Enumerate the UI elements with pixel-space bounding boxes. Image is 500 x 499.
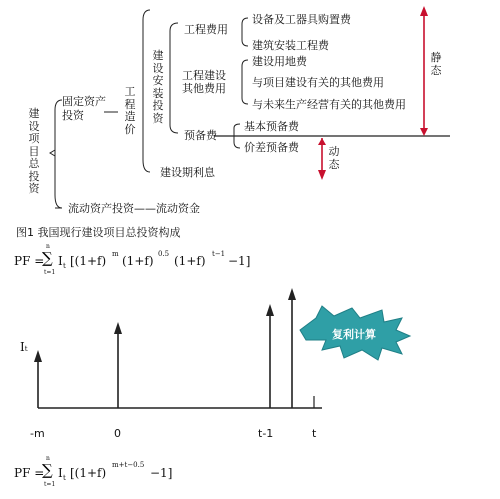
timeline-y-label: It — [20, 340, 28, 354]
formula2-sum-top: n — [46, 455, 50, 462]
dynamic-label: 动态 — [328, 145, 340, 171]
formula2-lhs: PF = — [14, 466, 45, 480]
tick-t-minus-1: t-1 — [258, 427, 274, 440]
tick-zero: 0 — [114, 427, 121, 440]
interest-label: 建设期利息 — [160, 166, 215, 179]
reserve-label: 预备费 — [184, 129, 217, 142]
root-label: 建设项目总投资 — [28, 107, 40, 195]
formula2-sum-bottom: t=1 — [44, 481, 56, 488]
other-fee-item-2: 与项目建设有关的其他费用 — [252, 76, 384, 89]
reserve-item-2: 价差预备费 — [244, 141, 299, 154]
eng-fee-label: 工程费用 — [184, 23, 228, 36]
formula1-sum-top: n — [46, 243, 50, 250]
formula1-sub: t — [63, 262, 66, 270]
reserve-item-1: 基本预备费 — [244, 120, 299, 133]
formula2-sigma: ∑ — [42, 461, 53, 479]
formula1-lhs: PF = — [14, 254, 45, 268]
fixed-asset-label: 固定资产投资 — [62, 95, 106, 122]
formula2-sub: t — [63, 474, 66, 482]
formula1-part1: [(1+f) — [70, 254, 107, 268]
figure-caption: 图1 我国现行建设项目总投资构成 — [16, 226, 181, 239]
project-cost-label: 工程造价 — [124, 85, 136, 136]
formula2-part1: [(1+f) — [70, 466, 107, 480]
other-fee-label-1: 工程建设 — [182, 69, 226, 82]
formula1-sigma: ∑ — [42, 249, 53, 267]
working-capital-label: 流动资产投资——流动资金 — [68, 202, 200, 215]
formula1-part4: −1] — [228, 254, 251, 268]
static-label: 静态 — [430, 51, 442, 77]
tick-t: t — [312, 427, 317, 440]
building-install-label: 建设安装投资 — [152, 49, 164, 125]
other-fee-item-3: 与未来生产经营有关的其他费用 — [252, 98, 406, 111]
tick-minus-m: -m — [30, 427, 45, 440]
formula2-exp: m+t−0.5 — [112, 461, 145, 469]
formula1-exp-t1: t−1 — [212, 250, 226, 258]
eng-fee-item-2: 建筑安装工程费 — [252, 39, 329, 52]
formula2-part2: −1] — [150, 466, 173, 480]
formula2-body: I — [58, 466, 63, 480]
formula1-sum-bottom: t=1 — [44, 269, 56, 276]
other-fee-label-2: 其他费用 — [182, 82, 226, 95]
formula1-part3: (1+f) — [174, 254, 206, 268]
formula1-exp-05: 0.5 — [158, 250, 170, 258]
callout-label: 复利计算 — [332, 328, 376, 341]
formula1-body: I — [58, 254, 63, 268]
eng-fee-item-1: 设备及工器具购置费 — [252, 13, 351, 26]
formula1-part2: (1+f) — [122, 254, 154, 268]
other-fee-item-1: 建设用地费 — [252, 55, 307, 68]
formula1-exp-m: m — [112, 250, 119, 258]
